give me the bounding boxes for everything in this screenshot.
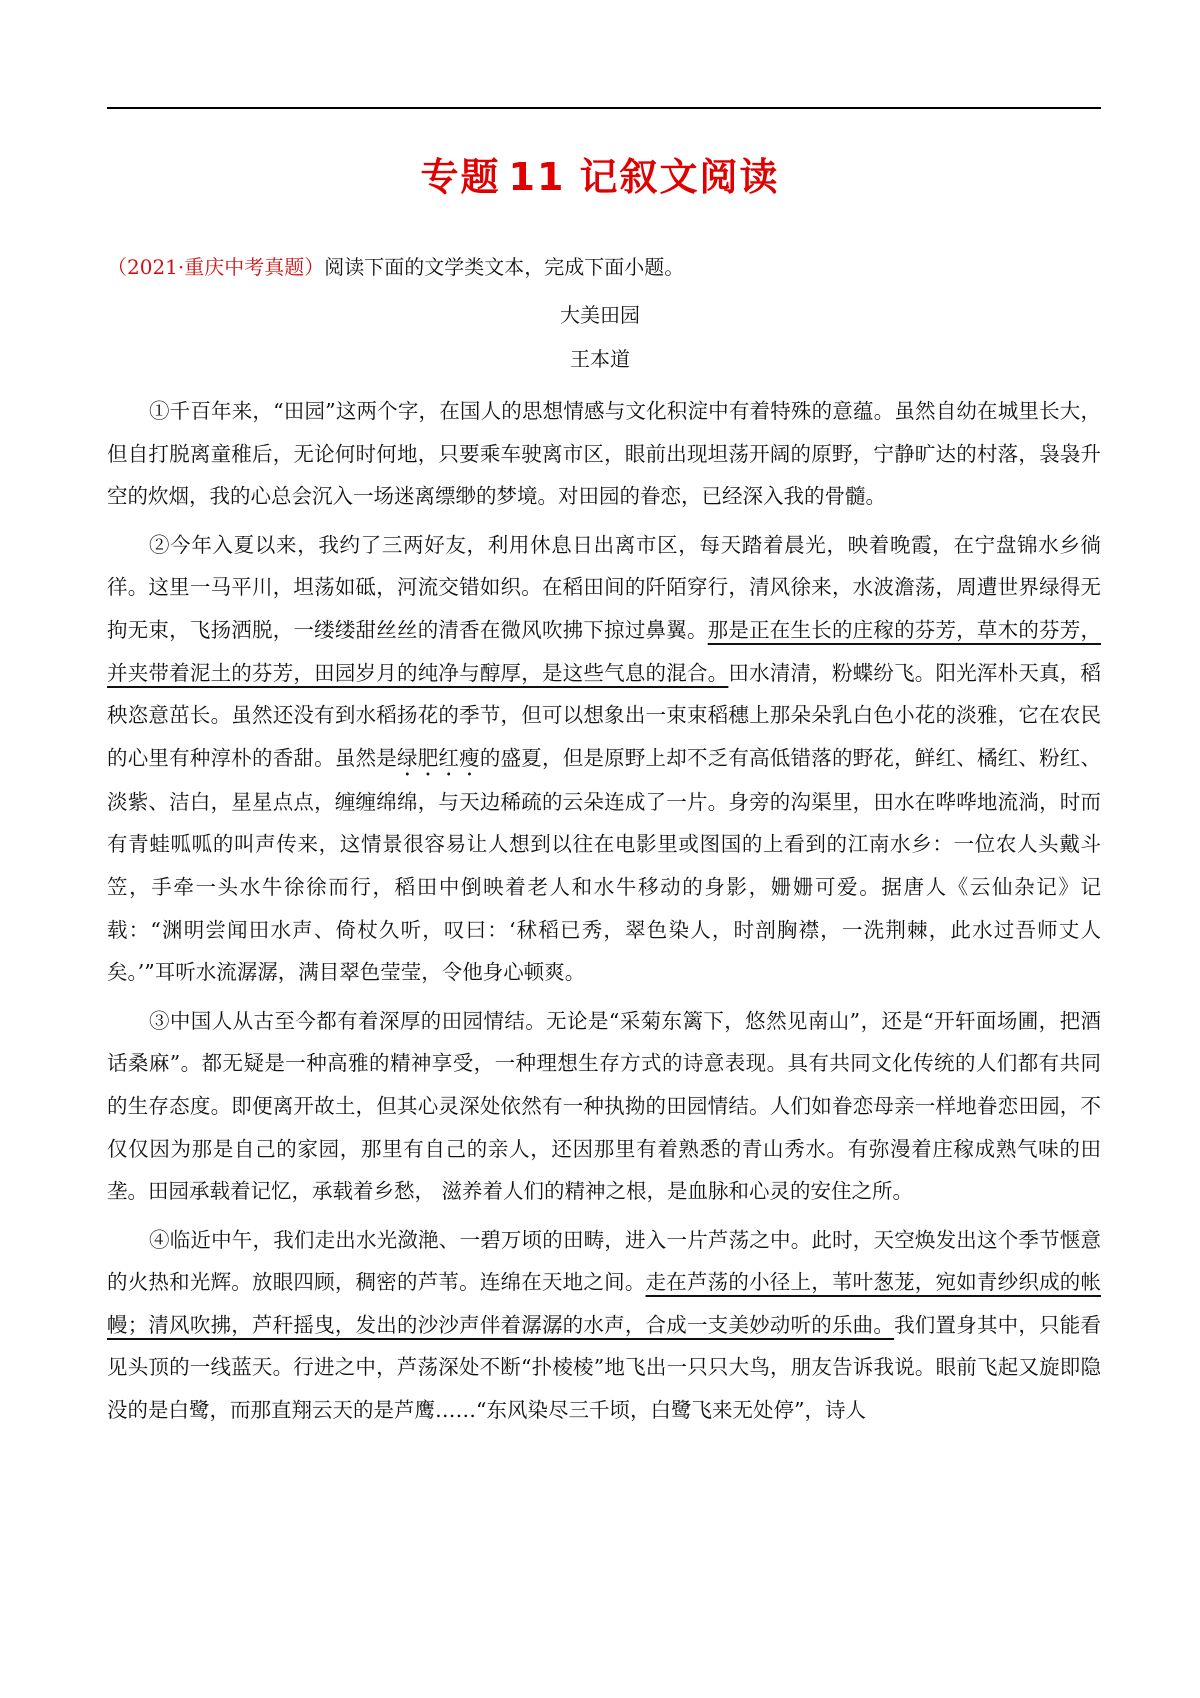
paragraph-4-text-b: 我们置身其中，只能看见头顶的一线蓝天。行进之中，芦荡深处不断“扑棱棱”地飞出一只只大鸟，朋友告诉我说。眼前飞起又旋即隐没的是白鹭，而那直翔云天的是芦鹰……“东风染尽三千顷，白鹭飞来无处停”，诗人 xyxy=(107,1312,1102,1423)
paragraph-3: ③中国人从古至今都有着深厚的田园情结。无论是“采菊东篱下，悠然见南山”，还是“开轩面场圃，把酒话桑麻”。都无疑是一种高雅的精神享受，一种理想生存方式的诗意表现。具有共同文化传统的人们都有共同的生存态度。即便离开故土，但其心灵深处依然有一种执拗的田园情结。人们如眷恋母亲一样地眷恋田园，不仅仅因为那是自己的家园，那里有自己的亲人，还因那里有着熟悉的青山秀水。有弥漫着庄稼成熟气味的田垄。田园承载着记忆，承载着乡愁， 滋养着人们的精神之根，是血脉和心灵的安住之所。 xyxy=(107,1008,1101,1204)
exam-source: （2021·重庆中考真题） xyxy=(107,255,325,279)
underlined-sentence-2: 走在芦荡的小径上，苇叶葱茏，宛如青纱织成的帐幔；清风吹拂，芦秆摇曳，发出的沙沙声伴着潺潺的水声，合成一支美妙动听的乐曲。 xyxy=(107,1270,1101,1337)
underlined-sentence-1: 那是正在生长的庄稼的芬芳，草木的芬芳，并夹带着泥土的芬芳，田园岁月的纯净与醇厚，是这些气息的混合。 xyxy=(107,617,1102,685)
title-text: 专题 xyxy=(420,155,501,199)
paragraph-2-text-c: 的盛夏，但是原野上却不乏有高低错落的野花，鲜红、橘红、粉红、淡紫、洁白，星星点点，缠缠绵绵，与天边稀疏的云朵连成了一片。身旁的沟渠里，田水在哗哗地流淌，时而有青蛙呱呱的叫声传来，这情景很容易让人想到以往在电影里或图国的上看到的江南水乡：一位农人头戴斗笠，手牵一头水牛徐徐而行，稻田中倒映着老人和水牛移动的身影，姗姗可爱。据唐人《云仙杂记》记载：“渊明尝闻田水声、倚杖久听，叹曰：‘秫稻已秀，翠色染人，时剖胸襟，一洗荆棘，此水过吾师丈人矣。’”耳听水流潺潺，满目翠色莹莹，令他身心顿爽。 xyxy=(107,745,1102,985)
emphasized-phrase: 绿肥红瘦 xyxy=(396,745,480,770)
page-title xyxy=(0,150,1200,204)
article-author: 王本道 xyxy=(570,347,630,371)
title-number: 11 xyxy=(508,155,566,199)
question-intro xyxy=(107,250,1101,284)
paragraph-2-text-a: ②今年入夏以来，我约了三两好友，利用休息日出离市区，每天踏着晨光，映着晚霞，在宁盘锦水乡徜徉。这里一马平川，坦荡如砥，河流交错如织。在稻田间的阡陌穿行，清风徐来，水波澹荡，周遭世界绿得无拘无束，飞扬洒脱，一缕缕甜丝丝的清香在微风吹拂下掠过鼻翼。 xyxy=(107,532,1101,642)
paragraph-1: ①千百年来，“田园”这两个字，在国人的思想情感与文化积淀中有着特殊的意蕴。虽然自幼在城里长大，但自打脱离童稚后，无论何时何地，只要乘车驶离市区，眼前出现坦荡开阔的原野，宁静旷达的村落，袅袅升空的炊烟，我的心总会沉入一场迷离缥缈的梦境。对田园的眷恋，已经深入我的骨髓。 xyxy=(107,399,1101,509)
title-subject: 记叙文阅读 xyxy=(579,155,780,199)
paragraph-4-text-a: ④临近中午，我们走出水光潋滟、一碧万顷的田畴，进入一片芦荡之中。此时，天空焕发出这个季节惬意的火热和光辉。放眼四顾，稠密的芦苇。连绵在天地之间。 xyxy=(107,1227,1101,1295)
paragraph-2 xyxy=(107,524,1101,994)
paragraph-4 xyxy=(107,1219,1101,1432)
paragraph-2-text-b: 田水清清，粉蝶纷飞。阳光浑朴天真，稻秧恣意茁长。虽然还没有到水稻扬花的季节，但可以想象出一束束稻穗上那朵朵乳白色小花的淡雅，它在农民的心里有种淳朴的香甜。虽然是 xyxy=(107,660,1102,770)
article-title: 大美田园 xyxy=(560,303,640,327)
article-body xyxy=(107,390,1101,1438)
instruction-text: 阅读下面的文学类文本，完成下面小题。 xyxy=(324,255,685,279)
header-rule xyxy=(107,107,1101,109)
